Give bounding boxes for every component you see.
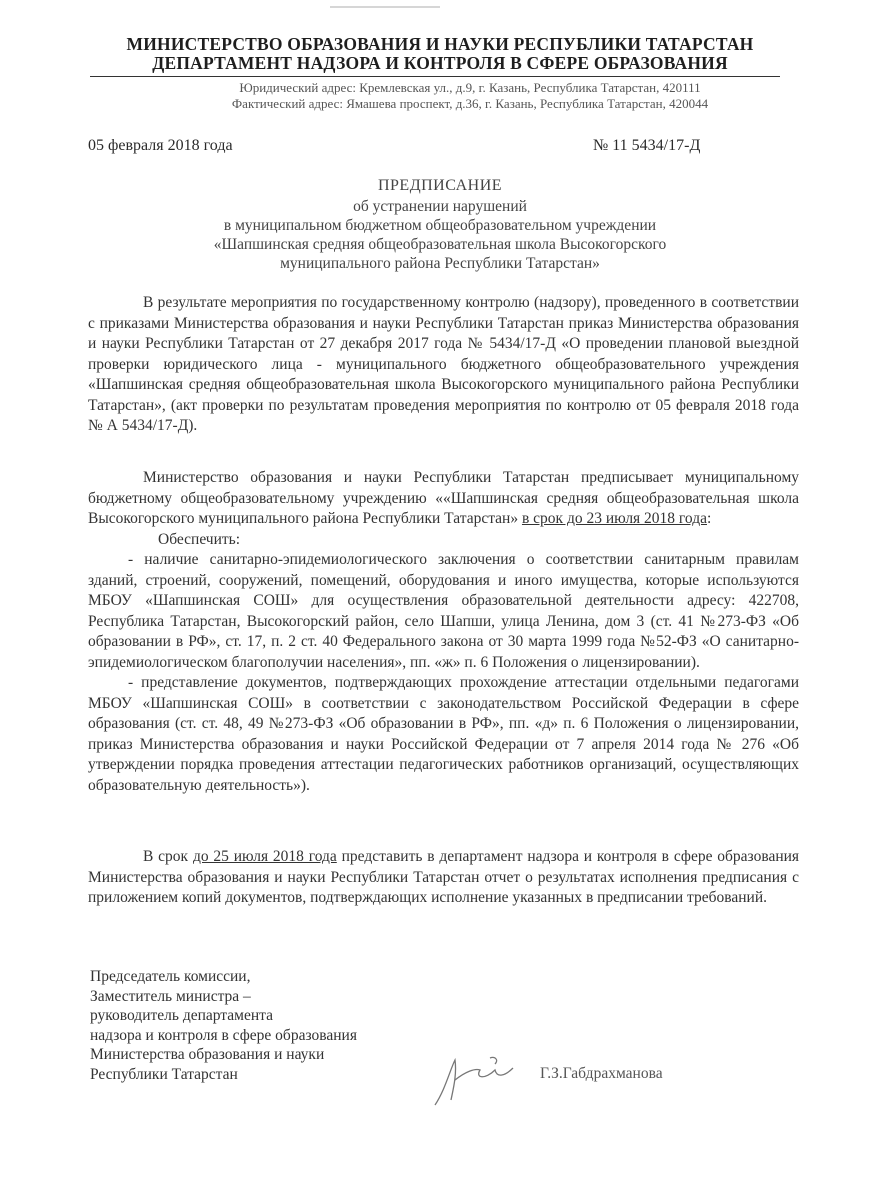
legal-address: Юридический адрес: Кремлевская ул., д.9, г. Казань, Республика Татарстан, 420111: [239, 80, 701, 95]
subtitle-line-2: в муниципальном бюджетном общеобразовательном учреждении: [223, 217, 657, 234]
signatory-line-1: Председатель комиссии,: [90, 968, 251, 985]
paragraph-report-deadline: [88, 847, 799, 909]
deadline-1: в срок до 23 июля 2018 года: [521, 510, 707, 527]
subtitle-line-4: муниципального района Республики Татарстан»: [280, 255, 600, 272]
signatory-line-6: Республики Татарстан: [90, 1065, 238, 1083]
department-name: ДЕПАРТАМЕНТ НАДЗОРА И КОНТРОЛЯ В СФЕРЕ ОБРАЗОВАНИЯ: [152, 53, 728, 73]
report-pre: В срок: [143, 848, 189, 865]
signatory-line-4: надзора и контроля в сфере образования: [90, 1026, 357, 1044]
actual-address: Фактический адрес: Ямашева проспект, д.36, г. Казань, Республика Татарстан, 420044: [231, 96, 709, 111]
scan-artifact: [330, 0, 440, 8]
signatory-line-2: Заместитель министра –: [90, 987, 251, 1005]
ministry-name: МИНИСТЕРСТВО ОБРАЗОВАНИЯ И НАУКИ РЕСПУБЛИКИ ТАТАРСТАН: [126, 34, 754, 54]
prescription-intro-text: Министерство образования и науки Республики Татарстан предписывает муниципальному бюджетному общеобразовательному учреждению ««Шапшинская средняя общеобразовательная школа Высокогорского муниципального района Республики Татарстан»: [88, 469, 799, 527]
report-post: представить в департамент надзора и контроля в сфере образования Министерства образования и науки Республики Татарстан отчет о результатах исполнения предписания с приложением копий документов, подтверждающих исполнение указанных в предписании требований.: [88, 848, 800, 906]
subtitle-line-1: об устранении нарушений: [353, 198, 527, 215]
ensure-heading: Обеспечить:: [158, 530, 241, 548]
subtitle-line-3: «Шапшинская средняя общеобразовательная школа Высокогорского: [213, 236, 667, 253]
signatory-line-3: руководитель департамента: [90, 1007, 273, 1024]
signatory-name: Г.З.Габдрахманова: [540, 1065, 663, 1082]
paragraph-inspection-result: [88, 293, 799, 437]
report-text: [88, 847, 799, 909]
paragraph-text: В результате мероприятия по государственному контролю (надзору), проведенного в соответствии с приказами Министерства образования и науки Республики Татарстан приказ Министерства образования и науки Республики Татарстан от 27 декабря 2017 года № 5434/17-Д «О проведении плановой выездной проверки юридического лица - муниципального бюджетного общеобразовательного учреждения «Шапшинская средняя общеобразовательная школа Высокогорского муниципального района Республики Татарстан», (акт проверки по результатам проведения мероприятия по контролю от 05 февраля 2018 года № А 5434/17-Д).: [88, 294, 799, 434]
requirement-item-2: - представление документов, подтверждающих прохождение аттестации отдельными педагогами МБОУ «Шапшинская СОШ» в соответствии с законодательством Российской Федерации в сфере образования (ст. ст. 48, 49 №273-ФЗ «Об образовании в РФ», пп. «д» п. 6 Положения о лицензировании, приказ Министерства образования и науки Российской Федерации от 7 апреля 2014 года № 276 «Об утверждении порядка проведения аттестации педагогических работников организаций, осуществляющих образовательную деятельность»).: [88, 674, 799, 794]
deadline-2: до 25 июля 2018 года: [192, 848, 337, 865]
handwritten-signature: [425, 1050, 535, 1110]
paragraph-prescription: [88, 468, 799, 796]
document-title: ПРЕДПИСАНИЕ: [377, 177, 503, 194]
prescription-intro: [88, 468, 799, 530]
requirement-item-1: - наличие санитарно-эпидемиологического заключения о соответствии санитарным правилам зданий, строений, сооружений, помещений, оборудования и иного имущества, которые используются МБОУ «Шапшинская СОШ» для осуществления образовательной деятельности адресу: 422708, Республика Татарстан, Высокогорский район, село Шапши, улица Ленина, дом 3 (ст. 41 №273-ФЗ «Об образовании в РФ», ст. 17, п. 2 ст. 40 Федерального закона от 30 марта 1999 года №52-ФЗ «О санитарно-эпидемиологическом благополучии населения», пп. «ж» п. 6 Положения о лицензировании).: [88, 551, 799, 671]
header-divider: [90, 76, 780, 77]
signatory-title: [90, 967, 357, 1084]
colon: :: [706, 510, 712, 527]
document-number: № 11 5434/17-Д: [593, 137, 701, 154]
signatory-line-5: Министерства образования и науки: [90, 1046, 325, 1063]
document-date: 05 февраля 2018 года: [88, 137, 233, 154]
